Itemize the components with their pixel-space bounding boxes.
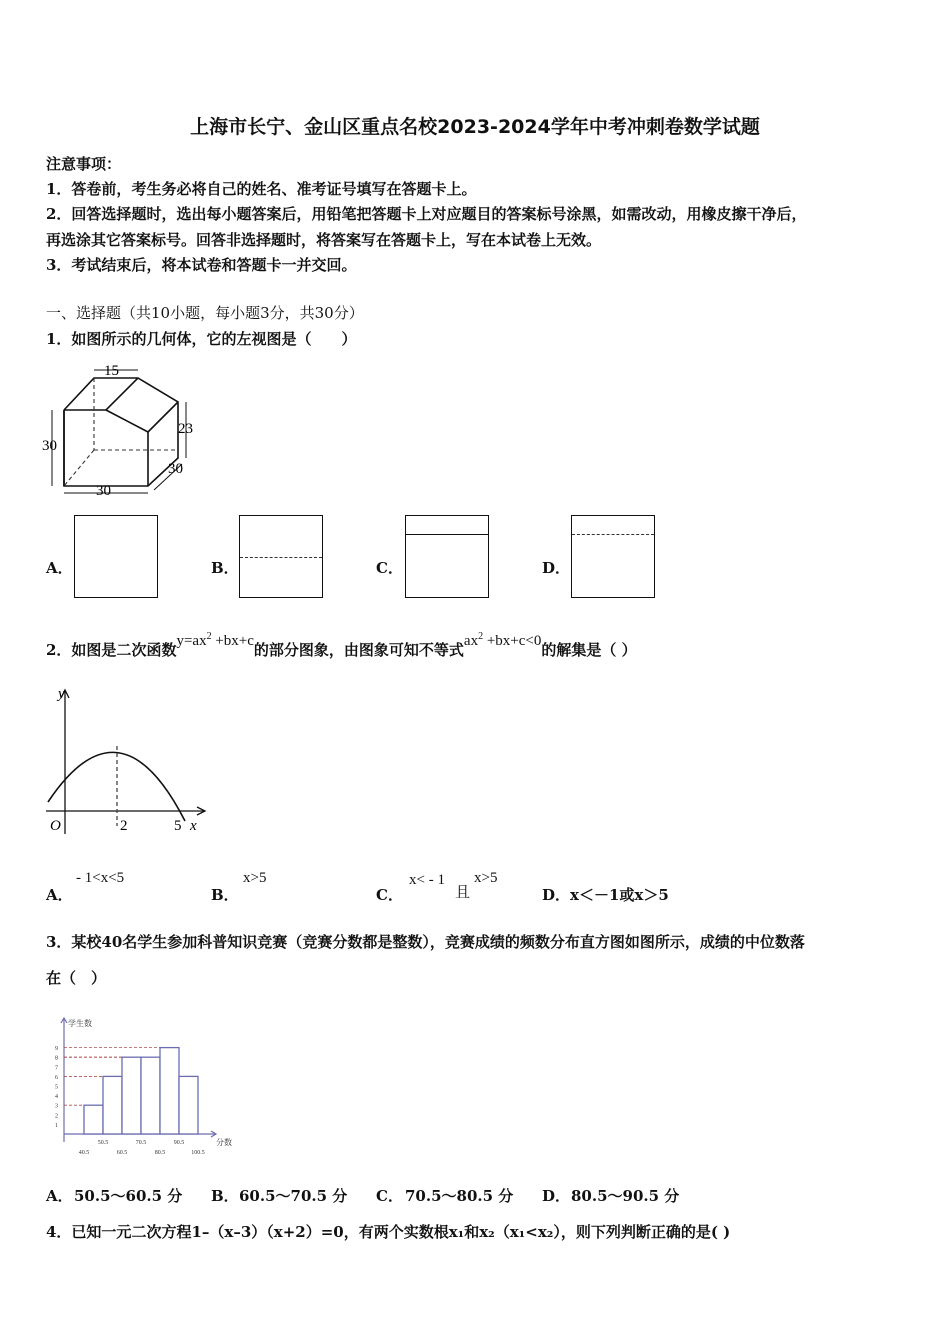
q2-function-rest: +bx+c: [211, 633, 254, 649]
option-text: - 1<x<5: [76, 870, 125, 886]
option-label: C．: [376, 1187, 403, 1205]
option-text: x< - 1: [409, 872, 445, 888]
q2-stem: [46, 631, 637, 660]
q3-histogram: [40, 1012, 245, 1160]
q2-function: [176, 633, 253, 649]
histogram-x-tick: 40.5: [78, 1150, 90, 1156]
q2-tick-5: 5: [174, 818, 182, 834]
notice-item: 3．考试结束后，将本试卷和答题卡一并交回。: [46, 256, 357, 274]
option-label: C．: [376, 559, 403, 577]
q1-option-c-square[interactable]: [405, 515, 489, 598]
q1-dim-left: 30: [42, 438, 57, 454]
q2-inequality-exp: 2: [478, 631, 484, 642]
option-label: A．: [46, 559, 73, 577]
q1-dim-bottom: 30: [96, 483, 111, 499]
histogram-bar: [141, 1057, 160, 1134]
notice-heading: 注意事项：: [46, 155, 122, 173]
option-label: D．: [542, 886, 571, 904]
histogram-x-tick: 70.5: [135, 1140, 147, 1146]
option-text: x>5: [474, 870, 498, 886]
q1-stem: 1．如图所示的几何体，它的左视图是（ ）: [46, 330, 357, 348]
histogram-x-tick: 80.5: [154, 1150, 166, 1156]
option-label: A．: [46, 1187, 73, 1205]
q1-option-a-square[interactable]: [74, 515, 158, 598]
histogram-bar: [179, 1076, 198, 1134]
histogram-bar: [103, 1076, 122, 1134]
histogram-x-tick: 90.5: [173, 1140, 185, 1146]
option-label: C．: [376, 886, 403, 904]
q2-parabola-graph: [40, 684, 215, 844]
solid-line: [406, 534, 488, 535]
histogram-x-tick: 100.5: [191, 1150, 205, 1156]
q3-stem: 3．某校40名学生参加科普知识竞赛（竞赛分数都是整数），竞赛成绩的频数分布直方图如图所示，成绩的中位数落: [46, 933, 805, 951]
option-text: 70.5～80.5 分: [405, 1187, 514, 1205]
option-text: x＜－1或x＞5: [570, 886, 669, 904]
histogram-y-tick: 1: [55, 1122, 58, 1129]
option-label: B．: [211, 559, 239, 577]
histogram-y-tick: 6: [55, 1074, 58, 1081]
histogram-x-tick: 60.5: [116, 1150, 128, 1156]
histogram-y-tick: 7: [55, 1065, 58, 1072]
histogram-x-tick: 50.5: [97, 1140, 109, 1146]
notice-item: 1．答卷前，考生务必将自己的姓名、准考证号填写在答题卡上。: [46, 180, 477, 198]
option-label: B．: [211, 1187, 239, 1205]
q1-dim-right: 23: [178, 421, 193, 437]
option-text: 60.5～70.5 分: [239, 1187, 348, 1205]
q2-y-label: y: [58, 686, 65, 702]
histogram-y-tick: 3: [55, 1103, 58, 1110]
histogram-bar: [84, 1105, 103, 1134]
option-label: D．: [542, 1187, 571, 1205]
q2-x-label: x: [190, 818, 197, 834]
notice-item: 2．回答选择题时，选出每小题答案后，用铅笔把答题卡上对应题目的答案标号涂黑，如需改动，用橡皮擦干净后，: [46, 205, 807, 223]
q3-stem-continued: 在（ ）: [46, 969, 107, 987]
q2-function-exp: 2: [206, 631, 212, 642]
histogram-bar: [122, 1057, 141, 1134]
q2-inequality: [464, 633, 541, 649]
dashed-line: [572, 534, 654, 535]
notice-item: 再选涂其它答案标号。回答非选择题时，将答案写在答题卡上，写在本试卷上无效。: [46, 231, 602, 249]
q4-stem: 4．已知一元二次方程1–（x–3）（x+2）=0，有两个实数根x₁和x₂（x₁<x₂），则下列判断正确的是( ): [46, 1223, 731, 1241]
option-text: 80.5～90.5 分: [571, 1187, 680, 1205]
q2-inequality-base: ax: [463, 633, 479, 649]
q3-x-axis-label: 分数: [216, 1138, 232, 1147]
option-label: B．: [211, 886, 239, 904]
q2-inequality-rest: +bx+c<0: [483, 633, 542, 649]
q2-origin-label: O: [50, 818, 61, 834]
q2-tick-2: 2: [120, 818, 128, 834]
dashed-line: [240, 557, 322, 558]
histogram-y-tick: 5: [55, 1084, 58, 1091]
option-text: 50.5～60.5 分: [74, 1187, 183, 1205]
q1-dim-top: 15: [104, 363, 119, 379]
histogram-y-tick: 4: [55, 1094, 58, 1101]
q1-option-b-square[interactable]: [239, 515, 323, 598]
q2-stem-part: 的部分图象，由图象可知不等式: [253, 641, 464, 659]
option-label: A．: [46, 886, 73, 904]
q1-option-d-square[interactable]: [571, 515, 655, 598]
histogram-y-tick: 9: [55, 1046, 58, 1053]
q2-stem-part: 的解集是（ ）: [541, 641, 637, 659]
page-title: 上海市长宁、金山区重点名校2023-2024学年中考冲刺卷数学试题: [190, 116, 760, 138]
histogram-y-tick: 8: [55, 1055, 58, 1062]
q3-y-axis-label: 学生数: [68, 1019, 92, 1028]
histogram-y-tick: 2: [55, 1113, 58, 1120]
histogram-bar: [160, 1048, 179, 1134]
q1-solid-figure: [40, 356, 200, 501]
q1-dim-depth: 30: [168, 461, 183, 477]
section-heading: 一、选择题（共10小题，每小题3分，共30分）: [46, 304, 364, 322]
q2-stem-part: 2．如图是二次函数: [46, 641, 177, 659]
option-label: D．: [542, 559, 571, 577]
option-text: x>5: [243, 870, 267, 886]
q2-function-base: y=ax: [176, 633, 207, 649]
option-join: 且: [455, 883, 471, 901]
